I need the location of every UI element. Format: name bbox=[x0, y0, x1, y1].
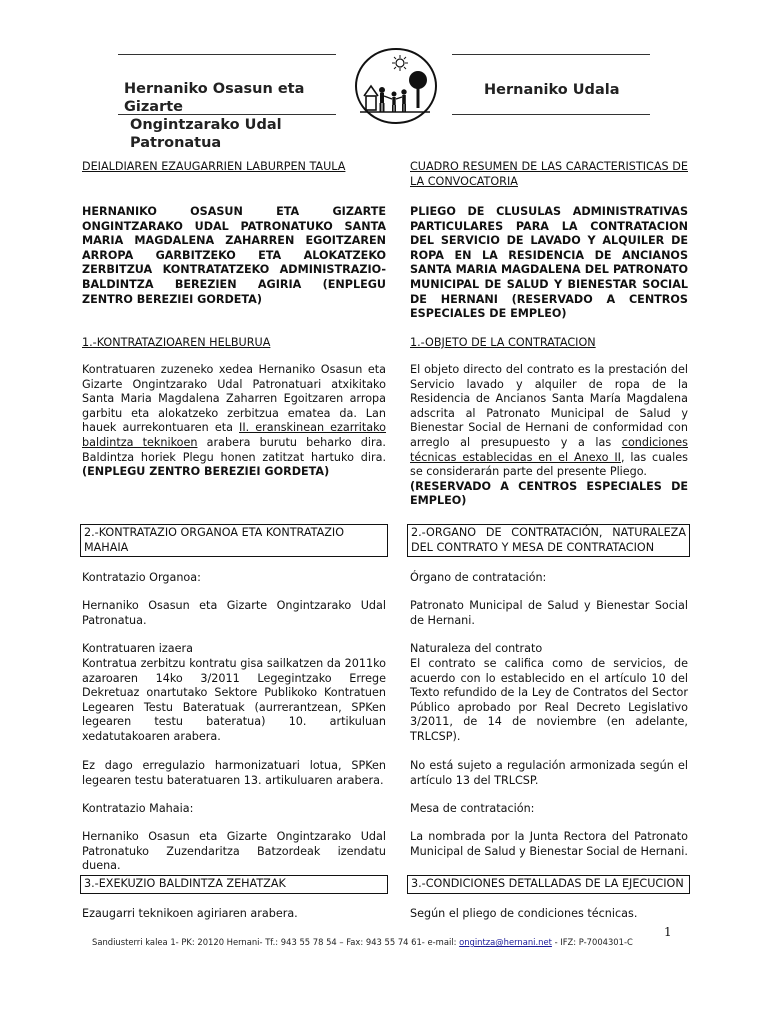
footer-address bbox=[92, 937, 692, 947]
subject-basque: HERNANIKO OSASUN ETA GIZARTE ONGINTZARAKO UDAL PATRONATUKO SANTA MARIA MAGDALENA ZAHARREN EGOITZAREN ARROPA GARBITZEKO ETA ALOKATZEKO ZERBITZUA KONTRATATZEKO ADMINISTRAZIO-BALDINTZA BEREZIEN AGIRIA (ENPLEGU ZENTRO BEREZIEI GORDETA) bbox=[82, 205, 386, 306]
contract-nature-spanish: El contrato se califica como de servicios, de acuerdo con lo establecido en el artículo 10 del Texto refundido de la Ley de Contratos del Sector Público aprobado por Real Decreto Legislativo 3/2011, de 14 de noviembre (en adelante, TRLCSP). bbox=[410, 657, 688, 743]
patronato-logo-icon bbox=[352, 46, 440, 126]
organization-name-line2: Ongintzarako Udal Patronatua bbox=[130, 117, 282, 151]
contracting-organ-basque: Hernaniko Osasun eta Gizarte Ongintzarako Udal Patronatua. bbox=[82, 599, 386, 627]
contracting-organ-label-spanish: Órgano de contratación: bbox=[410, 571, 547, 584]
section1-heading-basque: 1.-KONTRATAZIOAREN HELBURUA bbox=[82, 336, 271, 349]
footer-address-text: Sandiusterri kalea 1- PK: 20120 Hernani- Tf.: 943 55 78 54 – Fax: 943 55 74 61- e-mail: bbox=[92, 937, 460, 947]
section1-text-basque-part1: Kontratuaren zuzeneko xedea Hernaniko Osasun eta Gizarte Ongintzarako Udal Patronatuari atxikitako Santa Maria Magdalena Zaharren Egoitzaren arropa garbitu eta alokatzeko zerbitzua ematea da. Lan hauek aurrekontuaren eta bbox=[82, 363, 386, 435]
contract-nature-basque: Kontratua zerbitzu kontratu gisa sailkatzen da 2011ko azaroaren 14ko 3/2011 Legegintzako Errege Dekretuaz onartutako Sektore Publikoko Kontratuen Legearen Testu Bateratuak (aurrerantzean, SPKen legearen testu bateratua) 10. artikuluan xedatutakoaren arabera. bbox=[82, 657, 386, 743]
subject-spanish: PLIEGO DE CLUSULAS ADMINISTRATIVAS PARTICULARES PARA LA CONTRATACION DEL SERVICIO DE LAVADO Y ALQUILER DE ROPA EN LA RESIDENCIA DE ANCIANOS SANTA MARIA MAGDALENA DEL PATRONATO MUNICIPAL DE SALUD Y BIENESTAR SOCIAL DE HERNANI (RESERVADO A CENTROS ESPECIALES DE EMPLEO) bbox=[410, 205, 688, 321]
harmonized-regulation-basque: Ez dago erregulazio harmonizatuari lotua, SPKen legearen testu bateratuaren 13. artikuluaren arabera. bbox=[82, 759, 386, 787]
section1-reserved-note-spanish: (RESERVADO A CENTROS ESPECIALES DE EMPLEO) bbox=[410, 479, 688, 508]
contract-nature-label-basque: Kontratuaren izaera bbox=[82, 642, 193, 655]
contracting-board-label-basque: Kontratazio Mahaia: bbox=[82, 802, 194, 815]
footer-email-link[interactable]: ongintza@hernani.net bbox=[459, 937, 552, 947]
header-rule-top-right bbox=[452, 54, 650, 55]
harmonized-regulation-spanish: No está sujeto a regulación armonizada según el artículo 13 del TRLCSP. bbox=[410, 759, 688, 787]
section1-text-spanish-part2: , las cuales se considerarán parte del presente Pliego. bbox=[410, 450, 688, 479]
summary-title-spanish: CUADRO RESUMEN DE LAS CARACTERISTICAS DE LA CONVOCATORIA bbox=[410, 160, 688, 188]
organization-name bbox=[124, 80, 344, 152]
header-rule-top-left bbox=[118, 54, 336, 55]
page-number: 1 bbox=[664, 925, 672, 939]
section3-text-spanish: Según el pliego de condiciones técnicas. bbox=[410, 907, 638, 920]
technical-conditions-annex-reference: II. eranskinean ezarritako baldintza teknikoen bbox=[82, 421, 387, 449]
header-rule-bottom-right bbox=[452, 114, 650, 115]
summary-title-basque: DEIALDIAREN EZAUGARRIEN LABURPEN TAULA bbox=[82, 160, 346, 173]
section2-heading-spanish: 2.-ORGANO DE CONTRATACIÓN, NATURALEZA DEL CONTRATO Y MESA DE CONTRATACION bbox=[407, 524, 690, 557]
organization-name-line1: Hernaniko Osasun eta Gizarte bbox=[124, 81, 305, 115]
section1-text-spanish bbox=[410, 363, 688, 509]
condiciones-tecnicas-annex-reference: condiciones técnicas establecidas en el Anexo II bbox=[410, 435, 688, 464]
contracting-board-label-spanish: Mesa de contratación: bbox=[410, 802, 535, 815]
section1-text-basque bbox=[82, 363, 386, 480]
footer-tax-id: - IFZ: P-7004301-C bbox=[551, 937, 633, 947]
section3-heading-basque: 3.-EXEKUZIO BALDINTZA ZEHATZAK bbox=[80, 875, 388, 894]
municipality-name: Hernaniko Udala bbox=[484, 82, 620, 98]
contracting-organ-label-basque: Kontratazio Organoa: bbox=[82, 571, 201, 584]
contracting-board-basque: Hernaniko Osasun eta Gizarte Ongintzarako Udal Patronatuko Zuzendaritza Batzordeak izendatu duena. bbox=[82, 830, 386, 873]
section3-heading-spanish: 3.-CONDICIONES DETALLADAS DE LA EJECUCION bbox=[407, 875, 690, 894]
section2-heading-basque: 2.-KONTRATAZIO ORGANOA ETA KONTRATAZIO MAHAIA bbox=[80, 524, 388, 557]
contract-nature-label-spanish: Naturaleza del contrato bbox=[410, 642, 543, 655]
section1-text-spanish-part1: El objeto directo del contrato es la prestación del Servicio lavado y alquiler de ropa de la Residencia de Ancianos Santa María Magdalena adscrita al Patronato Municipal de Salud y Bienestar Social de Hernani de conformidad con arreglo al presupuesto y a las bbox=[410, 363, 688, 449]
contracting-organ-spanish: Patronato Municipal de Salud y Bienestar Social de Hernani. bbox=[410, 599, 688, 627]
section1-text-basque-part2: arabera burutu beharko dira. Baldintza horiek Plegu honen zatitzat hartuko dira. bbox=[82, 435, 386, 464]
section1-heading-spanish: 1.-OBJETO DE LA CONTRATACION bbox=[410, 336, 596, 349]
section3-text-basque: Ezaugarri teknikoen agiriaren arabera. bbox=[82, 907, 298, 920]
contracting-board-spanish: La nombrada por la Junta Rectora del Patronato Municipal de Salud y Bienestar Social de Hernani. bbox=[410, 830, 688, 858]
section1-reserved-note-basque: (ENPLEGU ZENTRO BEREZIEI GORDETA) bbox=[82, 465, 330, 479]
